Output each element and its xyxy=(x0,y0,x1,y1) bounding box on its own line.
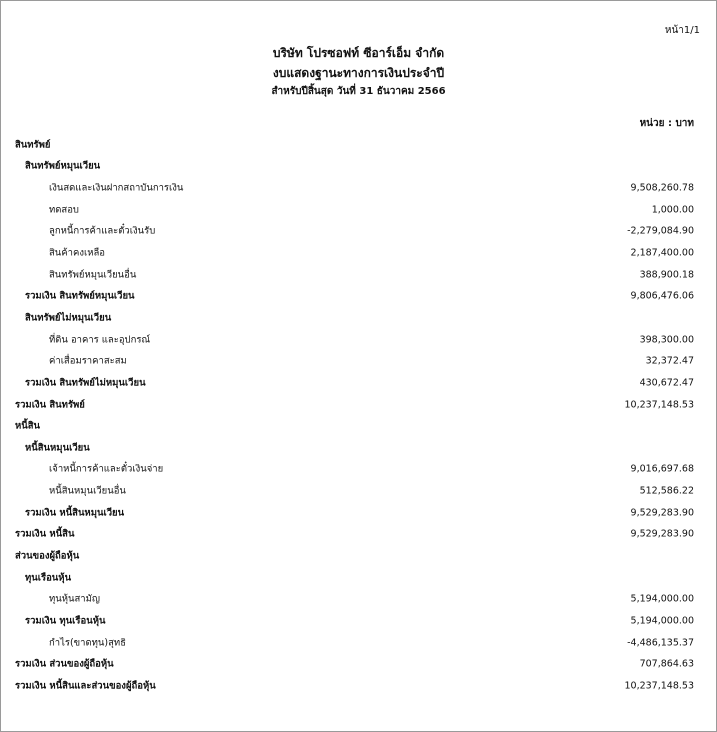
statement-row xyxy=(1,350,716,372)
report-period: สำหรับปีสิ้นสุด วันที่ 31 ธันวาคม 2566 xyxy=(271,86,446,97)
statement-row xyxy=(1,437,716,459)
statement-row xyxy=(1,156,716,178)
row-amount: 9,806,476.06 xyxy=(630,290,694,302)
unit-label: หน่วย : บาท xyxy=(639,118,694,129)
row-label: ทดสอบ xyxy=(49,204,79,216)
statement-row xyxy=(1,307,716,329)
report-header xyxy=(1,43,716,101)
statement-row xyxy=(1,502,716,524)
statement-row xyxy=(1,653,716,675)
row-label: รวมเงิน ทุนเรือนหุ้น xyxy=(25,615,106,627)
row-amount: 32,372.47 xyxy=(645,355,694,367)
row-amount: 2,187,400.00 xyxy=(630,247,694,259)
row-label: สินทรัพย์หมุนเวียนอื่น xyxy=(49,269,137,281)
row-label: รวมเงิน สินทรัพย์ xyxy=(15,399,85,410)
row-amount: 388,900.18 xyxy=(639,269,694,281)
row-amount: 9,508,260.78 xyxy=(630,182,694,194)
row-amount: 9,016,697.68 xyxy=(630,463,694,475)
row-amount: 5,194,000.00 xyxy=(630,615,694,627)
row-amount: -4,486,135.37 xyxy=(627,637,694,649)
statement-row xyxy=(1,588,716,610)
statement-row xyxy=(1,329,716,351)
row-label: กำไร(ขาดทุน)สุทธิ xyxy=(49,637,126,649)
statement-row xyxy=(1,372,716,394)
statement-row xyxy=(1,285,716,307)
row-amount: 9,529,283.90 xyxy=(630,507,694,519)
statement-row xyxy=(1,524,716,546)
row-label: หนี้สิน xyxy=(15,420,41,432)
row-label: รวมเงิน หนี้สินและส่วนของผู้ถือหุ้น xyxy=(15,680,156,692)
row-label: ที่ดิน อาคาร และอุปกรณ์ xyxy=(49,334,151,346)
row-label: รวมเงิน สินทรัพย์ไม่หมุนเวียน xyxy=(25,377,146,389)
statement-row xyxy=(1,177,716,199)
statement-row xyxy=(1,610,716,632)
row-amount: 9,529,283.90 xyxy=(630,528,694,540)
row-label: ทุนหุ้นสามัญ xyxy=(49,593,101,605)
row-amount: 1,000.00 xyxy=(651,204,694,216)
row-label: ลูกหนี้การค้าและตั๋วเงินรับ xyxy=(49,225,156,237)
row-label: สินทรัพย์หมุนเวียน xyxy=(25,160,101,172)
statement-row xyxy=(1,221,716,243)
row-label: เงินสดและเงินฝากสถาบันการเงิน xyxy=(49,182,184,194)
row-amount: 10,237,148.53 xyxy=(624,399,694,410)
row-label: สินทรัพย์ xyxy=(15,139,51,151)
statement-row xyxy=(1,134,716,156)
report-title: งบแสดงฐานะทางการเงินประจำปี xyxy=(272,66,445,80)
row-label: เจ้าหนี้การค้าและตั๋วเงินจ่าย xyxy=(49,463,164,475)
row-amount: 707,864.63 xyxy=(639,658,694,670)
row-label: รวมเงิน ส่วนของผู้ถือหุ้น xyxy=(15,658,114,670)
row-label: ทุนเรือนหุ้น xyxy=(25,572,72,584)
page-number: หน้า1/1 xyxy=(664,25,700,36)
statement-row xyxy=(1,675,716,697)
row-amount: -2,279,084.90 xyxy=(627,225,694,237)
company-name: บริษัท โปรซอฟท์ ซีอาร์เอ็ม จำกัด xyxy=(272,46,445,60)
row-amount: 10,237,148.53 xyxy=(624,680,694,692)
statement-row xyxy=(1,480,716,502)
statement-row xyxy=(1,632,716,654)
statement-row xyxy=(1,394,716,416)
row-amount: 5,194,000.00 xyxy=(630,593,694,605)
statement-row xyxy=(1,567,716,589)
row-label: ส่วนของผู้ถือหุ้น xyxy=(15,550,80,562)
row-label: สินค้าคงเหลือ xyxy=(49,247,106,259)
row-label: รวมเงิน หนี้สินหมุนเวียน xyxy=(25,507,125,519)
row-label: สินทรัพย์ไม่หมุนเวียน xyxy=(25,312,112,324)
row-amount: 512,586.22 xyxy=(639,485,694,497)
row-label: รวมเงิน หนี้สิน xyxy=(15,528,75,540)
statement-row xyxy=(1,545,716,567)
row-label: ค่าเสื่อมราคาสะสม xyxy=(49,355,127,367)
statement-row xyxy=(1,242,716,264)
row-amount: 398,300.00 xyxy=(639,334,694,346)
row-label: หนี้สินหมุนเวียน xyxy=(25,442,90,454)
statement-row xyxy=(1,264,716,286)
row-label: หนี้สินหมุนเวียนอื่น xyxy=(49,485,126,497)
statement-row xyxy=(1,199,716,221)
statement-row xyxy=(1,415,716,437)
statement-row xyxy=(1,459,716,481)
row-label: รวมเงิน สินทรัพย์หมุนเวียน xyxy=(25,290,135,302)
statement-rows xyxy=(1,134,716,697)
row-amount: 430,672.47 xyxy=(639,377,694,389)
